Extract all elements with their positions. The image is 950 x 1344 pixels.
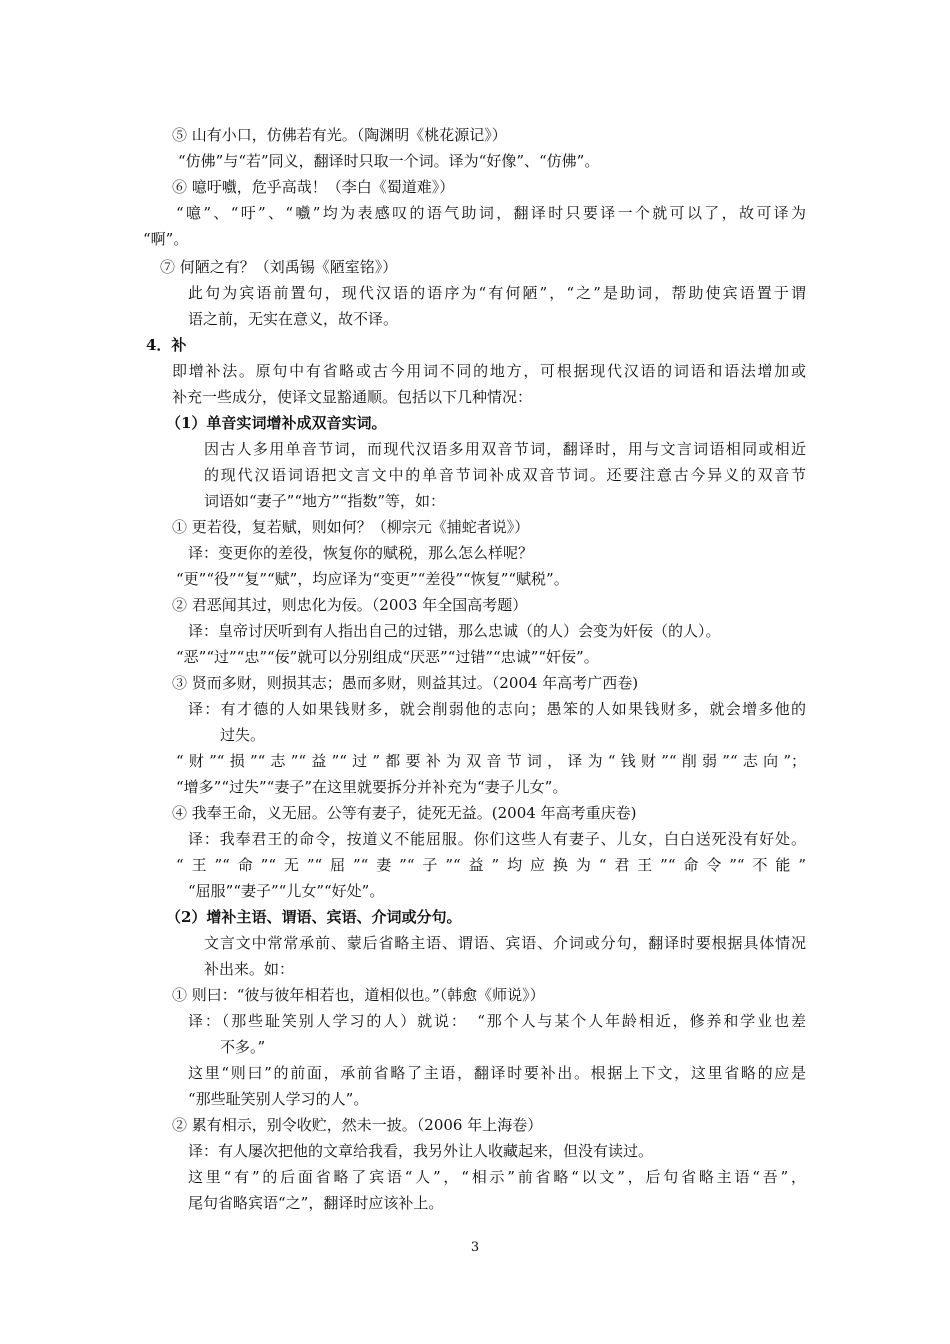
example-line: ⑦ 何陋之有？（刘禹锡《陋室铭》） (160, 258, 398, 276)
section-heading: 4．补 (146, 336, 187, 354)
explanation-line: “更”“役”“复”“赋”，均应译为“变更”“差役”“恢复”“赋税”。 (176, 570, 569, 588)
explanation-line: 语之前，无实在意义，故不译。 (188, 310, 399, 328)
explanation-line: “仿佛”与“若”同义，翻译时只取一个词。译为“好像”、“仿佛”。 (178, 152, 600, 170)
example-line: ② 累有相示，别令收贮，然未一披。（2006 年上海卷） (172, 1116, 543, 1134)
explanation-line: 此句为宾语前置句，现代汉语的语序为“有何陋”，“之”是助词，帮助使宾语置于谓 (188, 284, 806, 302)
paragraph-line: 补充一些成分，使译文显豁通顺。包括以下几种情况： (172, 388, 533, 406)
explanation-line: “噫”、“吁”、“嚱”均为表感叹的语气助词，翻译时只要译一个就可以了，故可译为 (176, 204, 806, 222)
page-number: 3 (470, 1240, 480, 1255)
explanation-line: “屈服”“妻子”“儿女”“好处”。 (188, 882, 385, 900)
explanation-line: “那些耻笑别人学习的人”。 (188, 1090, 369, 1108)
translation-line: 译：有才德的人如果钱财多，就会削弱他的志向；愚笨的人如果钱财多，就会增多他的 (188, 700, 806, 718)
translation-line: 译：变更你的差役，恢复你的赋税，那么怎么样呢？ (188, 544, 534, 562)
example-line: ④ 我奉王命，义无屈。公等有妻子，徒死无益。(2004 年高考重庆卷) (172, 804, 637, 822)
example-line: ③ 贤而多财，则损其志；愚而多财，则益其过。（2004 年高考广西卷) (172, 674, 639, 692)
explanation-line: “财”“损”“志”“益”“过”都要补为双音节词，译为“钱财”“削弱”“志向”； (176, 752, 806, 770)
example-line: ⑤ 山有小口，仿佛若有光。（陶渊明《桃花源记》） (172, 126, 507, 144)
paragraph-line: 文言文中常常承前、蒙后省略主语、谓语、宾语、介词或分句，翻译时要根据具体情况 (204, 934, 806, 952)
translation-line: 译：我奉君王的命令，按道义不能屈服。你们这些人有妻子、儿女，白白送死没有好处。 (188, 830, 806, 848)
subsection-heading: （2）增补主语、谓语、宾语、介词或分句。 (166, 908, 462, 926)
translation-line: 译：（那些耻笑别人学习的人）就说： “那个人与某个人年龄相近，修养和学业也差 (188, 1012, 806, 1030)
paragraph-line: 因古人多用单音节词，而现代汉语多用双音节词，翻译时，用与文言词语相同或相近 (204, 440, 806, 458)
explanation-line: “王”“命”“无”“屈”“妻”“子”“益”均应换为“君王”“命令”“不能” (176, 856, 806, 874)
translation-line: 过失。 (220, 726, 266, 744)
paragraph-line: 补出来。如： (204, 960, 295, 978)
translation-line: 不多。” (220, 1038, 266, 1056)
example-line: ① 更若役，复若赋，则如何？（柳宗元《捕蛇者说》） (172, 518, 530, 536)
example-line: ① 则曰：“彼与彼年相若也，道相似也。”（韩愈《师说》） (172, 986, 545, 1004)
example-line: ② 君恶闻其过，则忠化为佞。（2003 年全国高考题） (172, 596, 528, 614)
explanation-line: 尾句省略宾语“之”，翻译时应该补上。 (188, 1194, 444, 1212)
translation-line: 译：皇帝讨厌听到有人指出自己的过错，那么忠诚（的人）会变为奸佞（的人）。 (188, 622, 721, 640)
subsection-heading: （1）单音实词增补成双音实词。 (166, 414, 387, 432)
explanation-line: “啊”。 (143, 230, 189, 248)
example-line: ⑥ 噫吁嚱，危乎高哉！（李白《蜀道难》） (172, 178, 455, 196)
translation-line: 译：有人屡次把他的文章给我看，我另外让人收藏起来，但没有读过。 (188, 1142, 654, 1160)
paragraph-line: 的现代汉语词语把文言文中的单音节词补成双音节词。还要注意古今异义的双音节 (204, 466, 806, 484)
explanation-line: 这里“有”的后面省略了宾语“人”，“相示”前省略“以文”，后句省略主语“吾”， (188, 1168, 806, 1186)
explanation-line: “恶”“过”“忠”“佞”就可以分别组成“厌恶”“过错”“忠诚”“奸佞”。 (176, 648, 599, 666)
explanation-line: 这里“则曰”的前面，承前省略了主语，翻译时要补出。根据上下文，这里省略的应是 (188, 1064, 806, 1082)
paragraph-line: 即增补法。原句中有省略或古今用词不同的地方，可根据现代汉语的词语和语法增加或 (172, 362, 806, 380)
explanation-line: “增多”“过失”“妻子”在这里就要拆分并补充为“妻子儿女”。 (176, 778, 568, 796)
paragraph-line: 词语如“妻子”“地方”“指数”等，如： (204, 492, 446, 510)
